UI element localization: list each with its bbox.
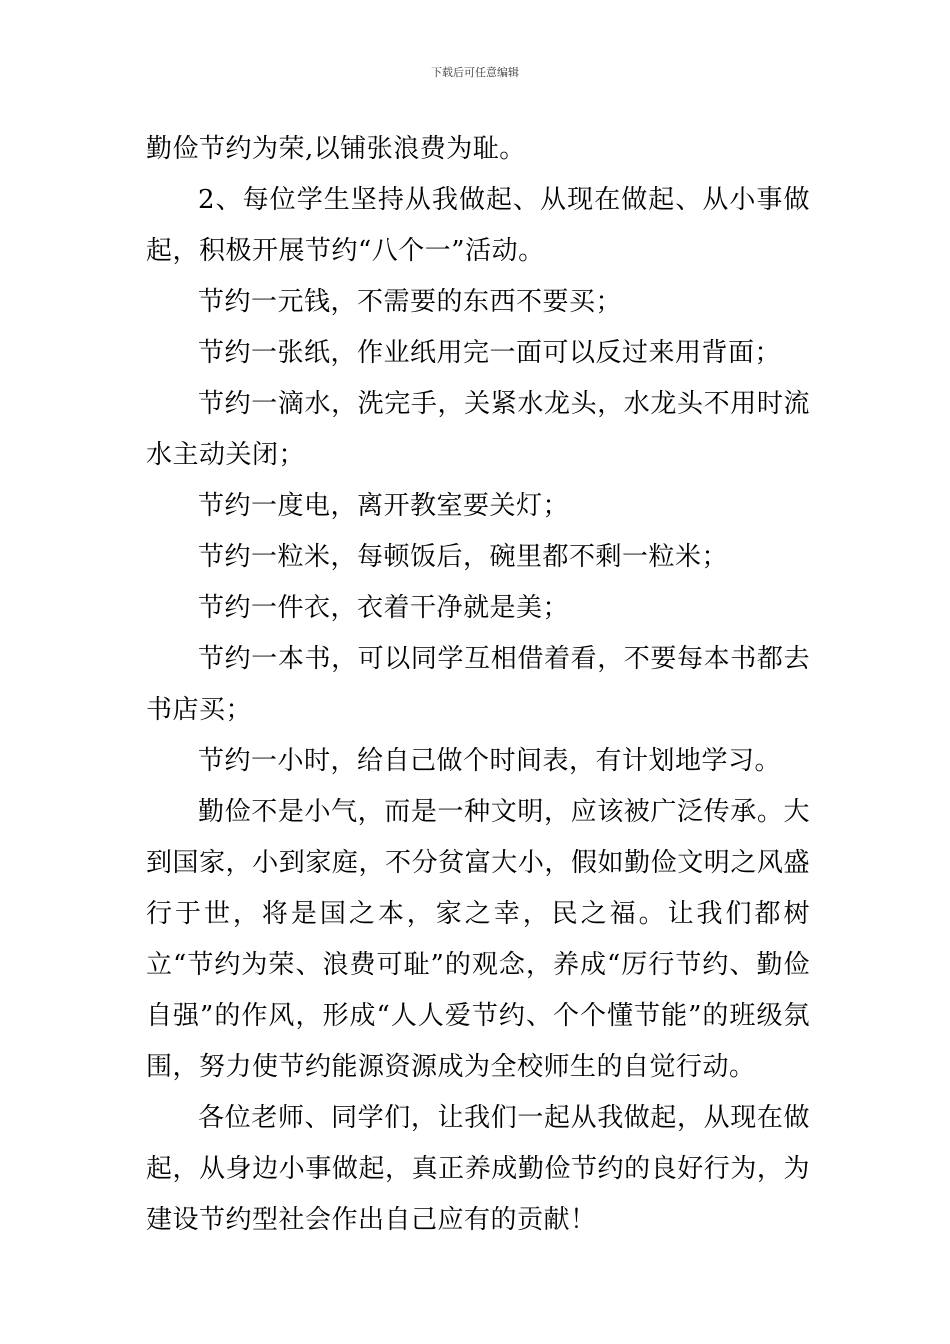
- paragraph-1: 勤俭节约为荣,以铺张浪费为耻。: [146, 134, 526, 164]
- paragraph-2: 2、每位学生坚持从我做起、从现在做起、从小事做起，积极开展节约“八个一”活动。: [146, 185, 810, 266]
- paragraph-8: 节约一件衣，衣着干净就是美；: [198, 593, 570, 623]
- paragraph-12: 各位老师、同学们，让我们一起从我做起，从现在做起，从身边小事做起，真正养成勤俭节约的良好行为，为建设节约型社会作出自己应有的贡献！: [146, 1103, 810, 1235]
- paragraph-3: 节约一元钱，不需要的东西不要买；: [198, 287, 623, 317]
- paragraph-10: 节约一小时，给自己做个时间表，有计划地学习。: [198, 746, 782, 776]
- paragraph-6: 节约一度电，离开教室要关灯；: [198, 491, 570, 521]
- page-header: 下载后可任意编辑: [431, 66, 519, 79]
- paragraph-9: 节约一本书，可以同学互相借着看，不要每本书都去书店买；: [146, 644, 810, 725]
- paragraph-4: 节约一张纸，作业纸用完一面可以反过来用背面；: [198, 338, 782, 368]
- paragraph-11: 勤俭不是小气，而是一种文明，应该被广泛传承。大到国家，小到家庭，不分贫富大小，假如勤俭文明之风盛行于世，将是国之本，家之幸，民之福。让我们都树立“节约为荣、浪费可耻”的观念，养成“厉行节约、勤俭自强”的作风，形成“人人爱节约、个个懂节能”的班级氛围，努力使节约能源资源成为全校师生的自觉行动。: [146, 797, 810, 1082]
- document-body: [146, 124, 810, 1246]
- paragraph-5: 节约一滴水，洗完手，关紧水龙头，水龙头不用时流水主动关闭；: [146, 389, 810, 470]
- paragraph-7: 节约一粒米，每顿饭后，碗里都不剩一粒米；: [198, 542, 729, 572]
